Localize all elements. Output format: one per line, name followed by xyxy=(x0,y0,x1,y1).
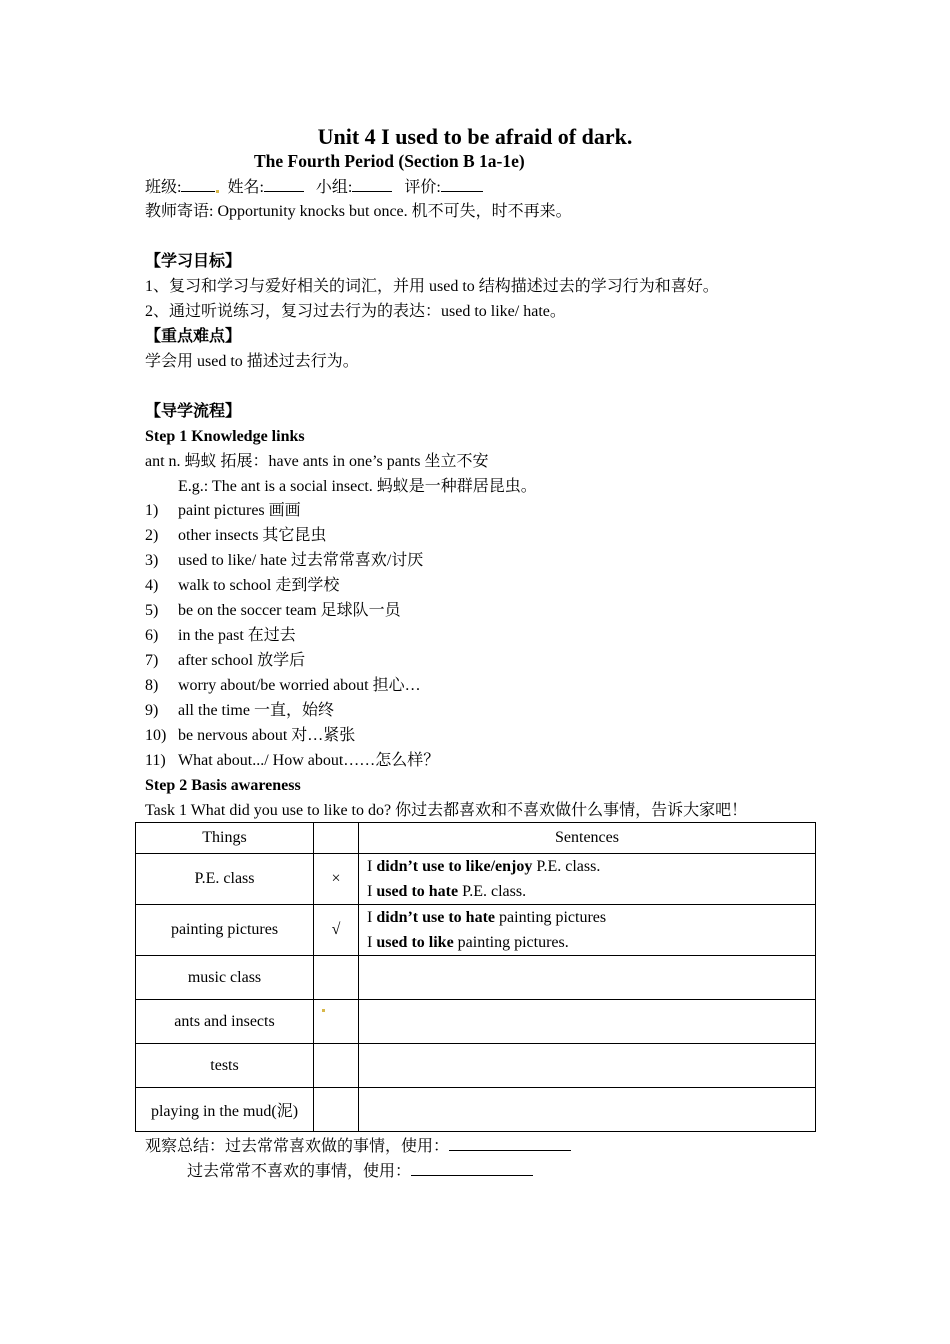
step1-heading: Step 1 Knowledge links xyxy=(145,428,305,445)
phrase-text: What about.../ How about……怎么样？ xyxy=(178,752,440,769)
key-points-heading: 【重点难点】 xyxy=(145,328,242,345)
thing-cell: tests xyxy=(136,1044,314,1088)
sentence-pre: I xyxy=(367,909,377,926)
phrase-number: 8) xyxy=(145,677,159,694)
ant-line: ant n. 蚂蚁 拓展：have ants in one’s pants 坐立不安 xyxy=(145,453,489,470)
phrase-text: worry about/be worried about 担心… xyxy=(178,677,421,694)
phrase-item xyxy=(145,626,296,646)
group-label: 小组: xyxy=(315,179,353,196)
phrase-number: 2) xyxy=(145,527,159,544)
phrase-item xyxy=(145,601,401,621)
phrase-text: be nervous about 对…紧张 xyxy=(178,727,356,744)
header-mark xyxy=(314,823,359,854)
table-row xyxy=(136,1044,816,1088)
mark-cell[interactable] xyxy=(314,1088,359,1132)
teacher-words: 教师寄语: Opportunity knocks but once. 机不可失，时不再来。 xyxy=(145,203,572,220)
sentence-pre: I xyxy=(367,883,377,900)
task-table xyxy=(135,822,816,1132)
phrase-text: be on the soccer team 足球队一员 xyxy=(178,602,401,619)
name-field[interactable] xyxy=(264,177,304,192)
phrase-number: 10) xyxy=(145,727,167,744)
phrase-text: after school 放学后 xyxy=(178,652,306,669)
sentence-cell[interactable] xyxy=(359,854,816,905)
unit-title: Unit 4 I used to be afraid of dark. xyxy=(317,124,633,149)
table-header-row xyxy=(136,823,816,854)
thing-cell: P.E. class xyxy=(136,854,314,905)
phrase-number: 9) xyxy=(145,702,159,719)
phrase-item xyxy=(145,551,423,571)
phrase-item xyxy=(145,751,439,771)
phrase-number: 11) xyxy=(145,752,166,769)
summary-line-2 xyxy=(187,1161,533,1182)
phrase-item xyxy=(145,676,421,696)
sentence-post: P.E. class. xyxy=(458,883,527,900)
thing-cell: playing in the mud(泥) xyxy=(136,1088,314,1132)
mark-cell[interactable]: √ xyxy=(314,905,359,956)
eval-label: 评价: xyxy=(404,179,441,196)
summary-line-1 xyxy=(145,1136,571,1157)
phrase-text: walk to school 走到学校 xyxy=(178,577,340,594)
eval-field[interactable] xyxy=(441,177,483,192)
phrase-text: in the past 在过去 xyxy=(178,627,296,644)
objective-item: 1、复习和学习与爱好相关的词汇，并用 used to 结构描述过去的学习行为和喜好。 xyxy=(145,278,719,295)
sentence-bold: didn’t use to hate xyxy=(376,909,496,926)
phrase-item xyxy=(145,726,355,746)
phrase-item xyxy=(145,526,326,546)
phrase-text: paint pictures 画画 xyxy=(178,502,301,519)
phrase-text: all the time 一直，始终 xyxy=(178,702,334,719)
sentence-line xyxy=(367,854,807,879)
thing-cell: painting pictures xyxy=(136,905,314,956)
stray-mark xyxy=(322,1009,325,1012)
sentence-line xyxy=(367,905,807,930)
table-row xyxy=(136,1088,816,1132)
class-label: 班级: xyxy=(145,179,182,196)
header-sentences: Sentences xyxy=(359,823,816,854)
group-field[interactable] xyxy=(352,177,392,192)
stray-mark xyxy=(216,190,219,193)
sentence-pre: I xyxy=(367,934,377,951)
sentence-bold: used to hate xyxy=(376,883,459,900)
sentence-bold: used to like xyxy=(376,934,454,951)
example-sentence: E.g.: The ant is a social insect. 蚂蚁是一种群居昆虫。 xyxy=(178,478,537,495)
objective-item: 2、通过听说练习，复习过去行为的表达：used to like/ hate。 xyxy=(145,303,566,320)
sentence-pre: I xyxy=(367,858,377,875)
period-subtitle: The Fourth Period (Section B 1a-1e) xyxy=(254,151,525,171)
sentence-post: P.E. class. xyxy=(532,858,601,875)
phrase-item xyxy=(145,501,301,521)
sentence-bold: didn’t use to like/enjoy xyxy=(376,858,533,875)
summary-like-label: 观察总结：过去常常喜欢做的事情，使用： xyxy=(145,1138,450,1155)
summary-like-field[interactable] xyxy=(449,1136,571,1151)
summary-dislike-field[interactable] xyxy=(411,1161,533,1176)
sentence-cell[interactable] xyxy=(359,905,816,956)
name-label: 姓名: xyxy=(227,179,264,196)
sentence-post: painting pictures. xyxy=(453,934,569,951)
phrase-item xyxy=(145,576,339,596)
flow-heading: 【导学流程】 xyxy=(145,403,242,420)
phrase-number: 5) xyxy=(145,602,159,619)
table-row xyxy=(136,905,816,956)
sentence-cell[interactable] xyxy=(359,1088,816,1132)
step2-heading: Step 2 Basis awareness xyxy=(145,777,301,794)
summary-dislike-label: 过去常常不喜欢的事情，使用： xyxy=(187,1163,412,1180)
header-things: Things xyxy=(136,823,314,854)
phrase-text: used to like/ hate 过去常常喜欢/讨厌 xyxy=(178,552,424,569)
mark-cell[interactable]: × xyxy=(314,854,359,905)
sentence-cell[interactable] xyxy=(359,1000,816,1044)
sentence-line xyxy=(367,879,807,904)
objectives-heading: 【学习目标】 xyxy=(145,253,242,270)
phrase-item xyxy=(145,701,334,721)
mark-cell[interactable] xyxy=(314,1044,359,1088)
table-row xyxy=(136,854,816,905)
thing-cell: music class xyxy=(136,956,314,1000)
table-row xyxy=(136,1000,816,1044)
class-field[interactable] xyxy=(181,177,215,192)
sentence-cell[interactable] xyxy=(359,956,816,1000)
phrase-number: 7) xyxy=(145,652,159,669)
thing-cell: ants and insects xyxy=(136,1000,314,1044)
phrase-item xyxy=(145,651,305,671)
sentence-cell[interactable] xyxy=(359,1044,816,1088)
table-row xyxy=(136,956,816,1000)
phrase-number: 6) xyxy=(145,627,159,644)
key-points-text: 学会用 used to 描述过去行为。 xyxy=(145,353,359,370)
phrase-text: other insects 其它昆虫 xyxy=(178,527,327,544)
mark-cell[interactable] xyxy=(314,1000,359,1044)
info-line xyxy=(145,177,483,198)
mark-cell[interactable] xyxy=(314,956,359,1000)
sentence-post: painting pictures xyxy=(495,909,607,926)
sentence-line xyxy=(367,930,807,955)
phrase-number: 1) xyxy=(145,502,159,519)
task1-prompt: Task 1 What did you use to like to do? 你过去都喜欢和不喜欢做什么事情，告诉大家吧！ xyxy=(145,802,748,819)
phrase-number: 4) xyxy=(145,577,159,594)
phrase-number: 3) xyxy=(145,552,159,569)
